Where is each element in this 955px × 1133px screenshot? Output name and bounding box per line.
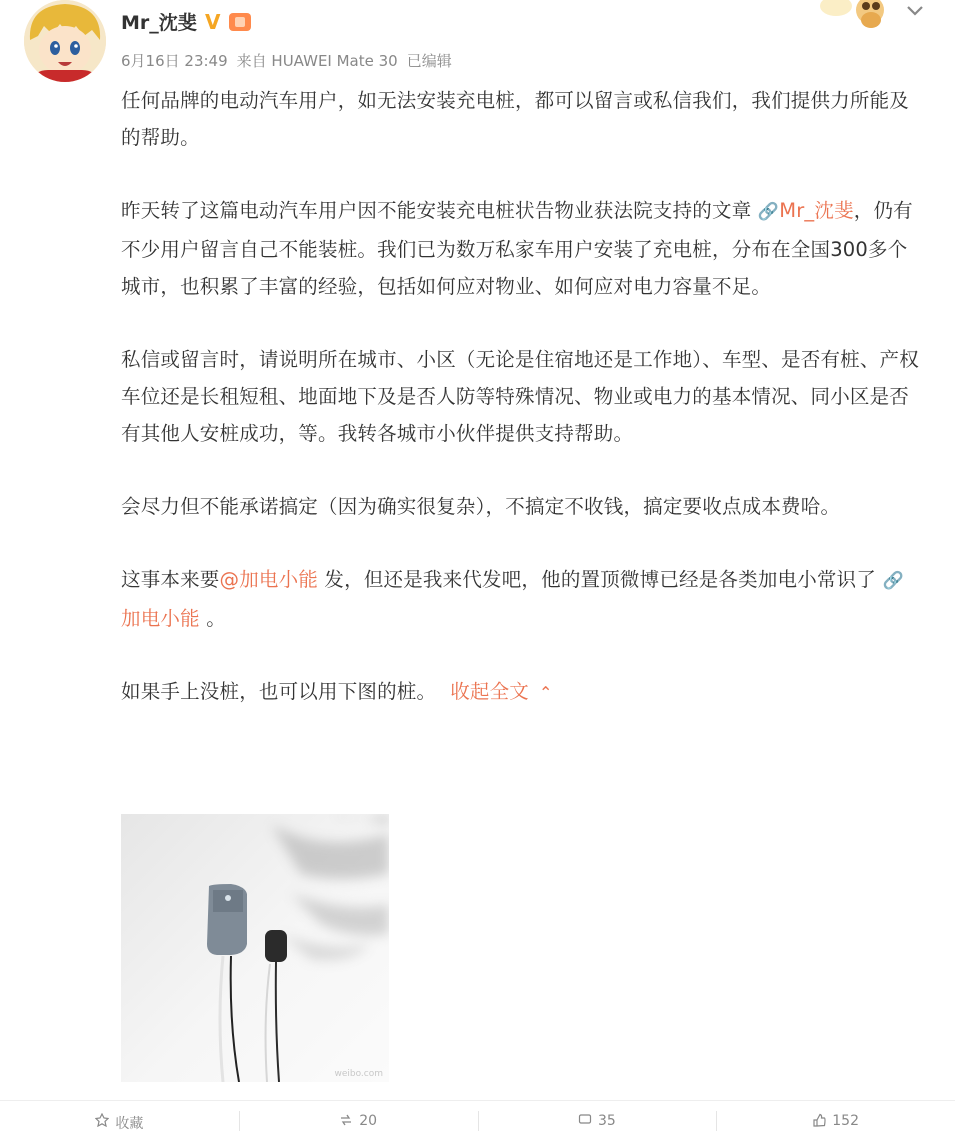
paragraph [121, 673, 921, 711]
paragraph-text: ，仍有不少用户留言自己不能装桩。我们已为数万私家车用户安装了充电桩，分布在全国300多个城市，也积累了丰富的经验，包括如何应对物业、如何应对电力容量不足。 [121, 199, 913, 298]
topic-link-text: 加电小能 [121, 607, 200, 630]
article-link-text: Mr_沈斐 [779, 199, 854, 222]
verified-icon: V [205, 9, 221, 34]
repost-count: 20 [359, 1113, 378, 1129]
paragraph-text: 昨天转了这篇电动汽车用户因不能安装充电桩状告物业获法院支持的文章 [121, 199, 758, 222]
avatar[interactable] [24, 0, 106, 82]
repost-icon [339, 1113, 353, 1127]
chevron-down-icon [906, 5, 924, 17]
comment-button[interactable] [478, 1101, 717, 1127]
post-image[interactable] [121, 814, 389, 1082]
more-menu-button[interactable] [902, 0, 928, 22]
repost-button[interactable] [239, 1101, 478, 1127]
paragraph-text: 如果手上没桩，也可以用下图的桩。 [121, 680, 437, 703]
paragraph-text: 。 [199, 607, 226, 630]
avatar-image [24, 0, 106, 82]
chevron-up-icon: ⌃ [539, 683, 553, 702]
link-icon: 🔗 [882, 571, 904, 591]
member-badge-icon [229, 13, 251, 31]
favorite-button[interactable] [0, 1101, 239, 1132]
paragraph [121, 192, 921, 305]
paragraph-text: 这事本来要 [121, 568, 220, 591]
comment-icon [578, 1113, 592, 1127]
link-icon: 🔗 [757, 202, 780, 222]
paragraph: 任何品牌的电动汽车用户，如无法安装充电桩，都可以留言或私信我们，我们提供力所能及的帮助。 [121, 89, 910, 149]
collapse-button[interactable] [450, 680, 552, 703]
username-row [121, 8, 251, 35]
post-date[interactable]: 6月16日 23:49 [121, 52, 228, 70]
paragraph: 会尽力但不能承诺搞定（因为确实很复杂），不搞定不收钱，搞定要收点成本费哈。 [121, 495, 841, 518]
post-source: 来自 HUAWEI Mate 30 [236, 52, 398, 70]
favorite-icon [95, 1113, 109, 1127]
like-button[interactable] [716, 1101, 955, 1127]
paragraph: 私信或留言时，请说明所在城市、小区（无论是住宿地还是工作地）、车型、是否有桩、产权车位还是长租短租、地面地下及是否人防等特殊情况、物业或电力的基本情况、同小区是否有其他人安桩成功，等。我转各城市小伙伴提供支持帮助。 [121, 348, 919, 445]
image-watermark: weibo.com [334, 1069, 383, 1079]
edited-label[interactable]: 已编辑 [406, 52, 452, 70]
article-link[interactable] [758, 199, 854, 222]
paragraph [121, 561, 921, 637]
paragraph-text: 发，但还是我来代发吧，他的置顶微博已经是各类加电小常识了 [318, 568, 883, 591]
favorite-label: 收藏 [115, 1116, 144, 1132]
like-count: 152 [832, 1113, 859, 1129]
mention-link[interactable]: @加电小能 [219, 568, 319, 591]
like-icon [812, 1113, 826, 1127]
collapse-label: 收起全文 [450, 680, 530, 703]
action-bar [0, 1100, 955, 1132]
username[interactable]: Mr_沈斐 [121, 12, 197, 34]
post-meta [121, 50, 452, 71]
comment-count: 35 [597, 1113, 616, 1129]
ev-charger-image [121, 814, 389, 1082]
post-content [121, 82, 921, 711]
card-decoration-icon [818, 0, 898, 32]
